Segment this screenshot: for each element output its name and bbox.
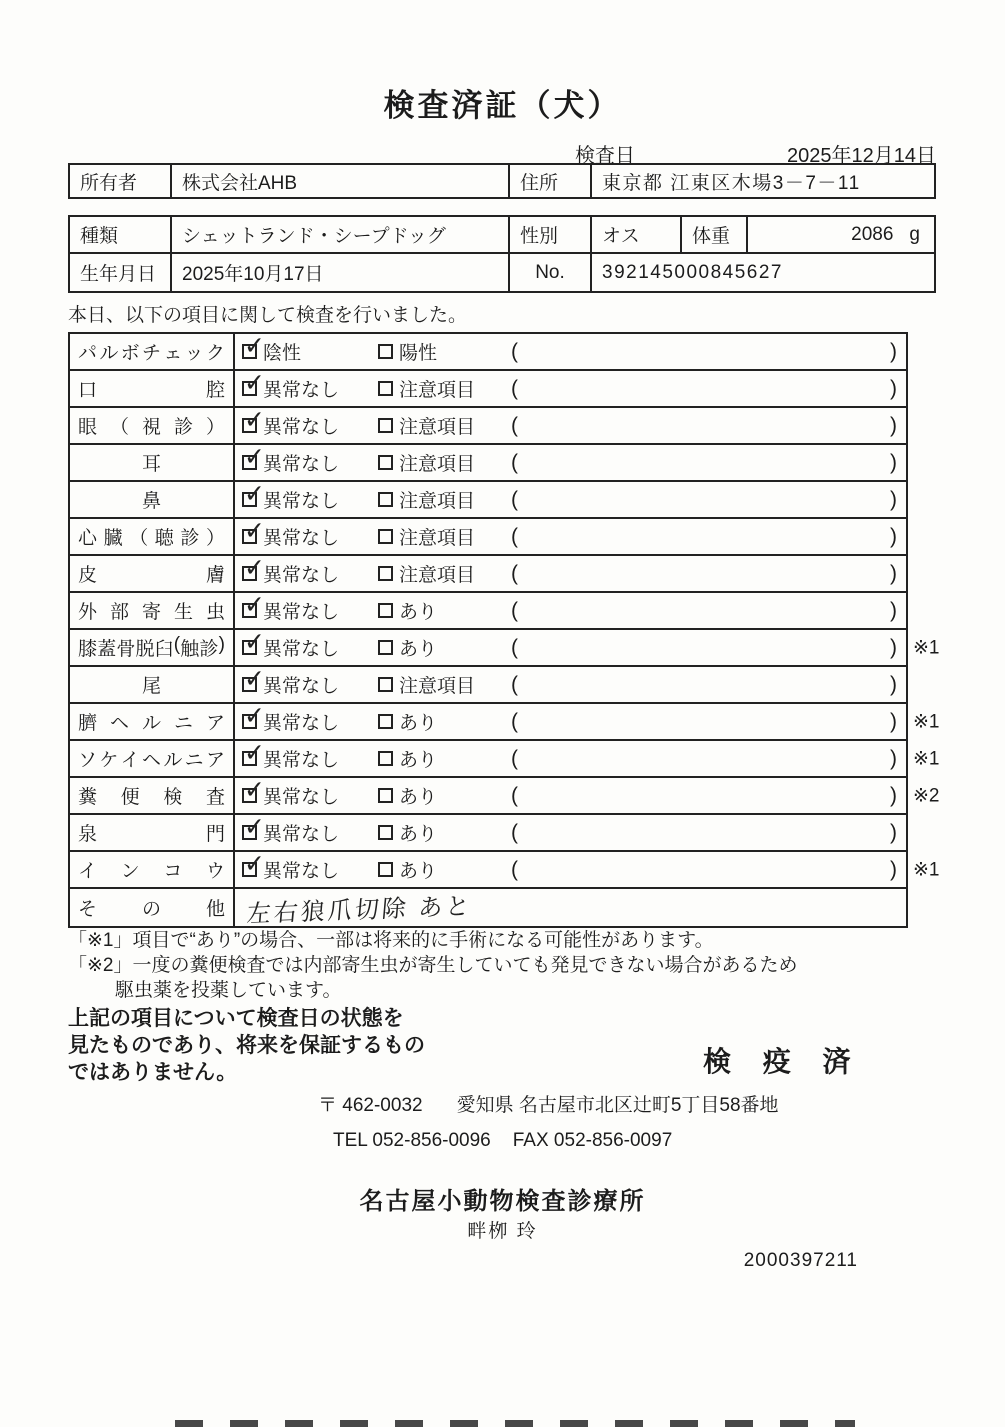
- info-table: [68, 215, 936, 293]
- page-title: 検査済証（犬）: [383, 88, 622, 123]
- remarks-field: [511, 858, 906, 882]
- checkbox-checked-icon: [242, 344, 257, 359]
- birthdate-value: 2025年10月17日: [172, 254, 510, 291]
- option-label: 陽性: [399, 343, 438, 364]
- result-option-1: [242, 338, 378, 365]
- intro-text: 本日、以下の項目に関して検査を行いました。: [68, 305, 468, 326]
- item-label: 泉 門: [70, 815, 235, 850]
- result-option-1: [242, 449, 378, 476]
- option-label: あり: [399, 713, 438, 734]
- checkbox-checked-icon: [242, 603, 257, 618]
- checkbox-checked-icon: [242, 381, 257, 396]
- checkbox-unchecked-icon: [378, 381, 393, 396]
- birthdate-label: 生年月日: [70, 254, 172, 291]
- footnote-2-cont: 駆虫薬を投薬しています。: [115, 980, 342, 1001]
- result-option-2: [378, 560, 511, 587]
- result-option-2: [378, 782, 511, 809]
- result-option-1: [242, 412, 378, 439]
- owner-table: [68, 163, 936, 199]
- disclaimer-line: 見たものであり、将来を保証するもの: [68, 1034, 425, 1057]
- remarks-field: [511, 747, 906, 771]
- result-option-2: [378, 708, 511, 735]
- result-option-1: [242, 819, 378, 846]
- result-option-1: [242, 708, 378, 735]
- checkbox-unchecked-icon: [378, 529, 393, 544]
- option-label: あり: [399, 750, 438, 771]
- clinic-address: 愛知県 名古屋市北区辻町5丁目58番地: [456, 1095, 779, 1116]
- checklist-row-other: [70, 889, 906, 926]
- option-label: 異常なし: [263, 787, 340, 808]
- result-option-2: [378, 634, 511, 661]
- footnote-1: 「※1」項目で“あり”の場合、一部は将来的に手術になる可能性があります。: [68, 930, 714, 951]
- option-label: 注意項目: [399, 676, 476, 697]
- option-label: あり: [399, 824, 438, 845]
- clinic-address-line: [318, 1090, 779, 1117]
- option-label: 注意項目: [399, 528, 476, 549]
- option-label: あり: [399, 861, 438, 882]
- paren-close: ): [890, 783, 897, 807]
- inspection-date-value: 2025年12月14日: [787, 145, 936, 167]
- checkbox-checked-icon: [242, 714, 257, 729]
- option-label: あり: [399, 787, 438, 808]
- paren-close: ): [890, 820, 897, 844]
- item-label: そ の 他: [70, 889, 235, 926]
- checkbox-unchecked-icon: [378, 751, 393, 766]
- result-option-2: [378, 523, 511, 550]
- checklist-row: [70, 482, 906, 519]
- checkbox-checked-icon: [242, 418, 257, 433]
- checkbox-unchecked-icon: [378, 788, 393, 803]
- item-label: 尾: [70, 667, 235, 702]
- weight-label: 体重: [682, 217, 748, 252]
- clinic-name: 名古屋小動物検査診療所: [359, 1188, 646, 1215]
- serial-number: 2000397211: [743, 1250, 858, 1271]
- paren-close: ): [890, 635, 897, 659]
- item-label: ソ ケ イ ヘ ル ニ ア: [70, 741, 235, 776]
- paren-open: (: [511, 339, 518, 363]
- weight-unit: g: [909, 223, 920, 245]
- paren-close: ): [890, 524, 897, 548]
- item-label: 皮 膚: [70, 556, 235, 591]
- result-option-2: [378, 486, 511, 513]
- remarks-field: [511, 414, 906, 438]
- paren-close: ): [890, 709, 897, 733]
- paren-close: ): [890, 413, 897, 437]
- checkbox-unchecked-icon: [378, 566, 393, 581]
- disclaimer-text: [68, 1005, 425, 1086]
- paren-close: ): [890, 598, 897, 622]
- option-label: 異常なし: [263, 676, 340, 697]
- paren-open: (: [511, 746, 518, 770]
- checkbox-unchecked-icon: [378, 492, 393, 507]
- paren-open: (: [511, 635, 518, 659]
- no-value: 392145000845627: [602, 261, 784, 283]
- result-option-2: [378, 338, 511, 365]
- veterinarian-name: 畔栁 玲: [467, 1221, 538, 1242]
- address-value: 東京都 江東区木場3－7－11: [602, 172, 861, 194]
- checkbox-checked-icon: [242, 825, 257, 840]
- no-label: No.: [510, 254, 592, 291]
- footnote-marker: ※1: [913, 748, 940, 769]
- result-option-2: [378, 819, 511, 846]
- remarks-field: [511, 710, 906, 734]
- result-option-1: [242, 782, 378, 809]
- result-option-1: [242, 560, 378, 587]
- clinic-fax: FAX 052-856-0097: [512, 1130, 673, 1151]
- quarantine-stamp: 検 疫 済: [703, 1046, 863, 1077]
- option-label: 異常なし: [263, 750, 340, 771]
- result-option-1: [242, 671, 378, 698]
- remarks-field: [511, 673, 906, 697]
- remarks-field: [511, 451, 906, 475]
- breed-label: 種類: [70, 217, 172, 252]
- checklist-row: [70, 334, 906, 371]
- option-label: 異常なし: [263, 380, 340, 401]
- option-label: 異常なし: [263, 861, 340, 882]
- checklist-row: [70, 667, 906, 704]
- clinic-tel: TEL 052-856-0096: [333, 1130, 491, 1151]
- checklist-row: [70, 556, 906, 593]
- scan-artifact: [175, 1420, 855, 1427]
- footnote-marker: ※1: [913, 859, 940, 880]
- option-label: 注意項目: [399, 380, 476, 401]
- checkbox-unchecked-icon: [378, 714, 393, 729]
- option-label: 異常なし: [263, 602, 340, 623]
- paren-close: ): [890, 487, 897, 511]
- disclaimer-line: 上記の項目について検査日の状態を: [68, 1007, 404, 1030]
- result-option-2: [378, 375, 511, 402]
- owner-label: 所有者: [70, 165, 172, 197]
- result-option-2: [378, 597, 511, 624]
- paren-open: (: [511, 709, 518, 733]
- checklist-row: [70, 852, 940, 889]
- breed-value: シェットランド・シープドッグ: [172, 217, 510, 252]
- footnote-marker: ※2: [913, 785, 940, 806]
- paren-open: (: [511, 561, 518, 585]
- paren-close: ): [890, 339, 897, 363]
- item-label: パ ル ボ チ ェ ッ ク: [70, 334, 235, 369]
- checklist-row: [70, 778, 940, 815]
- option-label: あり: [399, 639, 438, 660]
- item-label: 臍 ヘ ル ニ ア: [70, 704, 235, 739]
- checkbox-unchecked-icon: [378, 862, 393, 877]
- result-option-1: [242, 856, 378, 883]
- checkbox-checked-icon: [242, 640, 257, 655]
- remarks-field: [511, 599, 906, 623]
- paren-close: ): [890, 561, 897, 585]
- result-option-1: [242, 375, 378, 402]
- remarks-field: [511, 562, 906, 586]
- option-label: 異常なし: [263, 454, 340, 475]
- option-label: 注意項目: [399, 417, 476, 438]
- remarks-field: [511, 636, 906, 660]
- address-label: 住所: [510, 165, 592, 197]
- checklist-row: [70, 519, 906, 556]
- paren-close: ): [890, 450, 897, 474]
- paren-open: (: [511, 376, 518, 400]
- paren-open: (: [511, 672, 518, 696]
- checkbox-unchecked-icon: [378, 418, 393, 433]
- remarks-field: [511, 340, 906, 364]
- option-label: 異常なし: [263, 528, 340, 549]
- item-label: 耳: [70, 445, 235, 480]
- checkbox-checked-icon: [242, 529, 257, 544]
- item-label: 鼻: [70, 482, 235, 517]
- result-option-1: [242, 745, 378, 772]
- option-label: あり: [399, 602, 438, 623]
- item-label: 口 腔: [70, 371, 235, 406]
- paren-open: (: [511, 524, 518, 548]
- remarks-field: [511, 784, 906, 808]
- option-label: 注意項目: [399, 565, 476, 586]
- weight-number: 2086: [851, 223, 894, 245]
- result-option-2: [378, 856, 511, 883]
- result-option-1: [242, 597, 378, 624]
- checkbox-unchecked-icon: [378, 640, 393, 655]
- checkbox-checked-icon: [242, 862, 257, 877]
- item-label: 膝 蓋 骨 脱 臼 ( 触 診 ): [70, 630, 235, 665]
- result-option-1: [242, 634, 378, 661]
- paren-open: (: [511, 598, 518, 622]
- option-label: 異常なし: [263, 417, 340, 438]
- sex-value: オス: [592, 217, 682, 252]
- clinic-postal-code: 〒 462-0032: [318, 1095, 423, 1116]
- result-option-1: [242, 523, 378, 550]
- weight-value: [748, 217, 934, 252]
- checkbox-checked-icon: [242, 492, 257, 507]
- option-label: 異常なし: [263, 491, 340, 512]
- result-option-2: [378, 671, 511, 698]
- paren-open: (: [511, 783, 518, 807]
- option-label: 陰性: [263, 343, 302, 364]
- checklist-row: [70, 593, 906, 630]
- clinic-contact-line: [333, 1130, 672, 1152]
- checkbox-unchecked-icon: [378, 455, 393, 470]
- paren-open: (: [511, 450, 518, 474]
- remarks-field: [511, 377, 906, 401]
- inspection-date-label: 検査日: [575, 145, 635, 167]
- item-label: 外 部 寄 生 虫: [70, 593, 235, 628]
- checkbox-checked-icon: [242, 788, 257, 803]
- paren-open: (: [511, 413, 518, 437]
- checkbox-checked-icon: [242, 566, 257, 581]
- checklist-row: [70, 741, 940, 778]
- option-label: 注意項目: [399, 491, 476, 512]
- item-label: 糞 便 検 査: [70, 778, 235, 813]
- sex-label: 性別: [510, 217, 592, 252]
- footnote-marker: ※1: [913, 637, 940, 658]
- result-option-2: [378, 449, 511, 476]
- paren-open: (: [511, 857, 518, 881]
- result-option-2: [378, 745, 511, 772]
- checklist-row: [70, 704, 940, 741]
- checklist-row: [70, 445, 906, 482]
- remarks-field: [511, 525, 906, 549]
- result-option-2: [378, 412, 511, 439]
- checklist-row: [70, 815, 906, 852]
- checkbox-checked-icon: [242, 751, 257, 766]
- checkbox-unchecked-icon: [378, 677, 393, 692]
- checklist-table: [68, 332, 940, 928]
- owner-value: 株式会社AHB: [172, 165, 510, 197]
- handwritten-note: 左右狼爪切除 あと: [245, 893, 474, 928]
- checkbox-unchecked-icon: [378, 825, 393, 840]
- footnote-2: 「※2」一度の糞便検査では内部寄生虫が寄生していても発見できない場合があるため: [68, 955, 798, 976]
- option-label: 異常なし: [263, 565, 340, 586]
- paren-open: (: [511, 487, 518, 511]
- option-label: 注意項目: [399, 454, 476, 475]
- footnote-marker: ※1: [913, 711, 940, 732]
- disclaimer-line: ではありません。: [68, 1061, 238, 1084]
- checkbox-checked-icon: [242, 677, 257, 692]
- item-label: 心 臓 （ 聴 診 ）: [70, 519, 235, 554]
- remarks-field: [511, 821, 906, 845]
- paren-open: (: [511, 820, 518, 844]
- checkbox-checked-icon: [242, 455, 257, 470]
- paren-close: ): [890, 672, 897, 696]
- paren-close: ): [890, 376, 897, 400]
- result-option-1: [242, 486, 378, 513]
- paren-close: ): [890, 746, 897, 770]
- remarks-field: [511, 488, 906, 512]
- option-label: 異常なし: [263, 824, 340, 845]
- checklist-row: [70, 408, 906, 445]
- item-label: イ ン コ ウ: [70, 852, 235, 887]
- checklist-row: [70, 630, 940, 667]
- option-label: 異常なし: [263, 713, 340, 734]
- checkbox-unchecked-icon: [378, 603, 393, 618]
- item-label: 眼 （ 視 診 ）: [70, 408, 235, 443]
- option-label: 異常なし: [263, 639, 340, 660]
- paren-close: ): [890, 857, 897, 881]
- checklist-row: [70, 371, 906, 408]
- checkbox-unchecked-icon: [378, 344, 393, 359]
